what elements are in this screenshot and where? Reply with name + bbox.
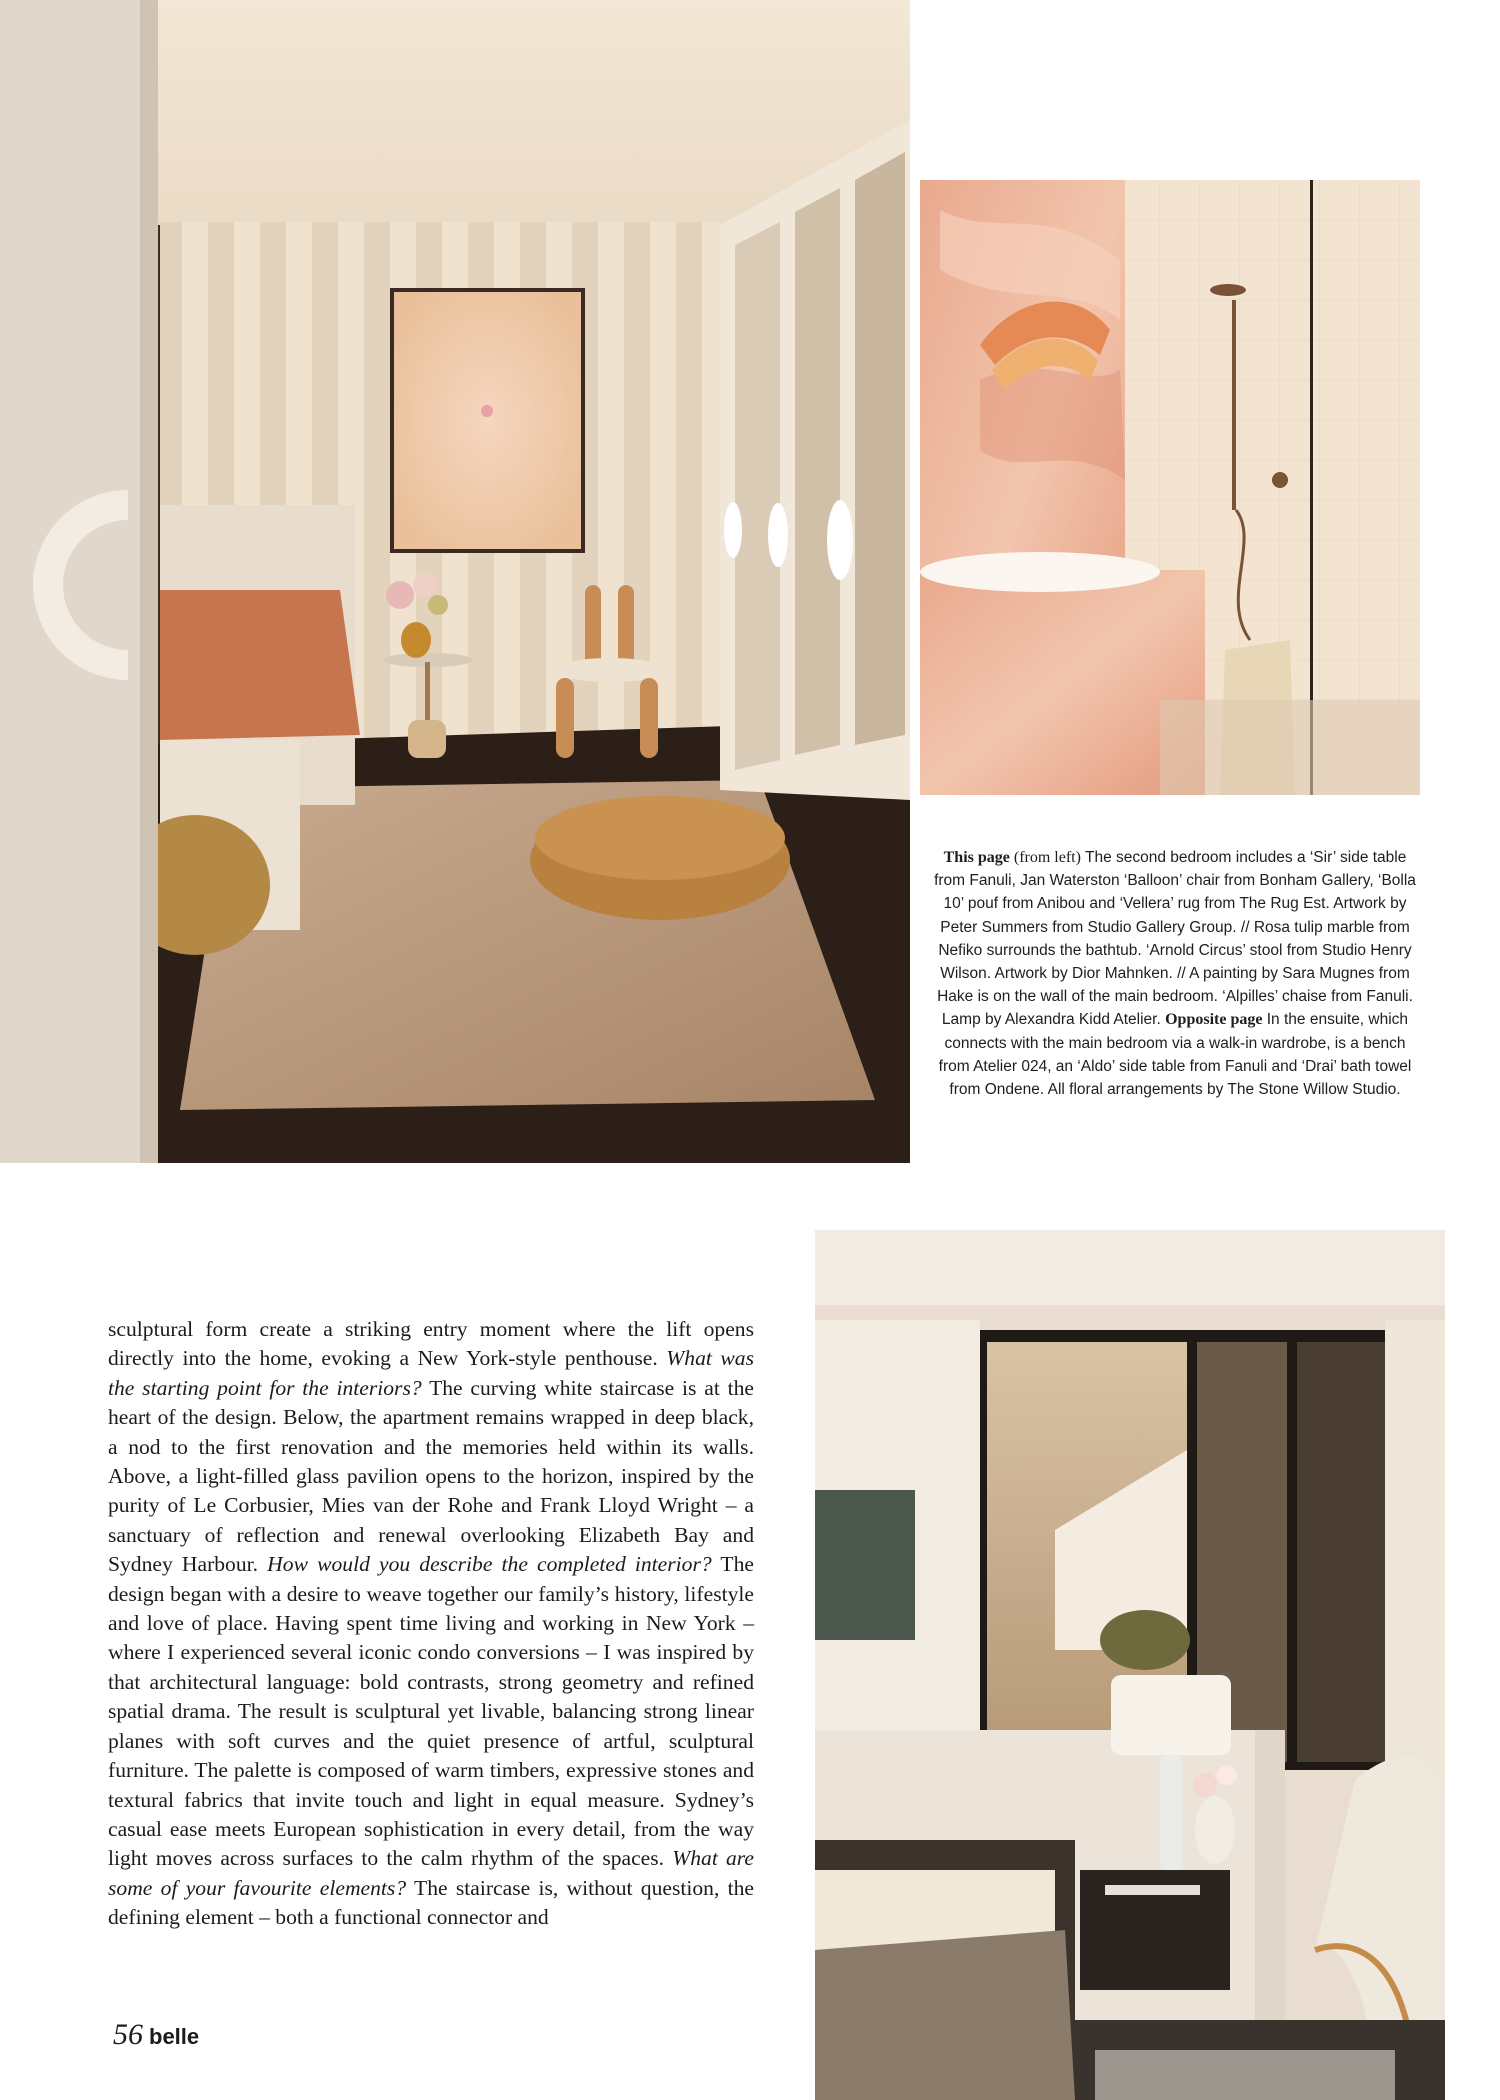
interview-question-1: What was the starting point for the interiors? xyxy=(108,1346,754,1400)
photo-bathroom xyxy=(920,180,1420,795)
interview-question-2: How would you describe the completed interior? xyxy=(267,1552,712,1577)
caption-lead-note: (from left) xyxy=(1009,849,1081,866)
article-body xyxy=(108,1315,754,1933)
body-paragraph-3: The design began with a desire to weave together our family’s history, lifestyle and love of place. Having spent time living and working in New York – where I experienced several iconic condo conversions – I was inspired by that architectural language: bold contrasts, strong geometry and refined spatial drama. The result is sculptural yet livable, balancing strong linear planes with soft curves and the quiet presence of artful, sculptural furniture. The palette is composed of warm timbers, expressive stones and textural fabrics that invite touch and light in equal measure. Sydney’s casual ease meets European sophistication in every detail, from the way light moves across surfaces to the calm rhythm of the spaces. xyxy=(108,1552,754,1871)
caption-lead-opposite-page: Opposite page xyxy=(1165,1011,1263,1029)
body-paragraph-4: The staircase is, without question, the defining element – both a functional connector and xyxy=(108,1875,754,1930)
photo-caption xyxy=(930,846,1420,1101)
photo-second-bedroom xyxy=(0,0,910,1163)
photo-main-bedroom xyxy=(815,1230,1445,2100)
page-folio xyxy=(113,2018,199,2052)
magazine-brand: belle xyxy=(149,2024,200,2049)
body-paragraph-2: The curving white staircase is at the heart of the design. Below, the apartment remains wrapped in deep black, a nod to the first renovation and the memories held within its walls. Above, a light-filled glass pavilion opens to the horizon, inspired by the purity of Le Corbusier, Mies van der Rohe and Frank Lloyd Wright – a sanctuary of reflection and renewal overlooking Elizabeth Bay and Sydney Harbour. xyxy=(108,1375,754,1577)
body-paragraph-1: sculptural form create a striking entry moment where the lift opens directly into the home, evoking a New York-style penthouse. xyxy=(108,1317,754,1371)
caption-text-2: In the ensuite, which connects with the main bedroom via a walk-in wardrobe, is a bench from Atelier 024, an ‘Aldo’ side table from Fanuli and ‘Drai’ bath towel from Ondene. All floral arrangements by The Stone Willow Studio. xyxy=(938,1011,1412,1099)
caption-lead-this-page: This page xyxy=(943,849,1010,866)
caption-text-1: The second bedroom includes a ‘Sir’ side table from Fanuli, Jan Waterston ‘Balloon’ chair from Bonham Gallery, ‘Bolla 10’ pouf from Anibou and ‘Vellera’ rug from The Rug Est. Artwork by Peter Summers from Studio Gallery Group. // Rosa tulip marble from Nefiko surrounds the bathtub. ‘Arnold Circus’ stool from Studio Henry Wilson. Artwork by Dior Mahnken. // A painting by Sara Mugnes from Hake is on the wall of the main bedroom. ‘Alpilles’ chaise from Fanuli. Lamp by Alexandra Kidd Atelier. xyxy=(934,849,1416,1029)
interview-question-3: What are some of your favourite elements? xyxy=(108,1846,754,1900)
page-number: 56 xyxy=(113,2018,143,2051)
